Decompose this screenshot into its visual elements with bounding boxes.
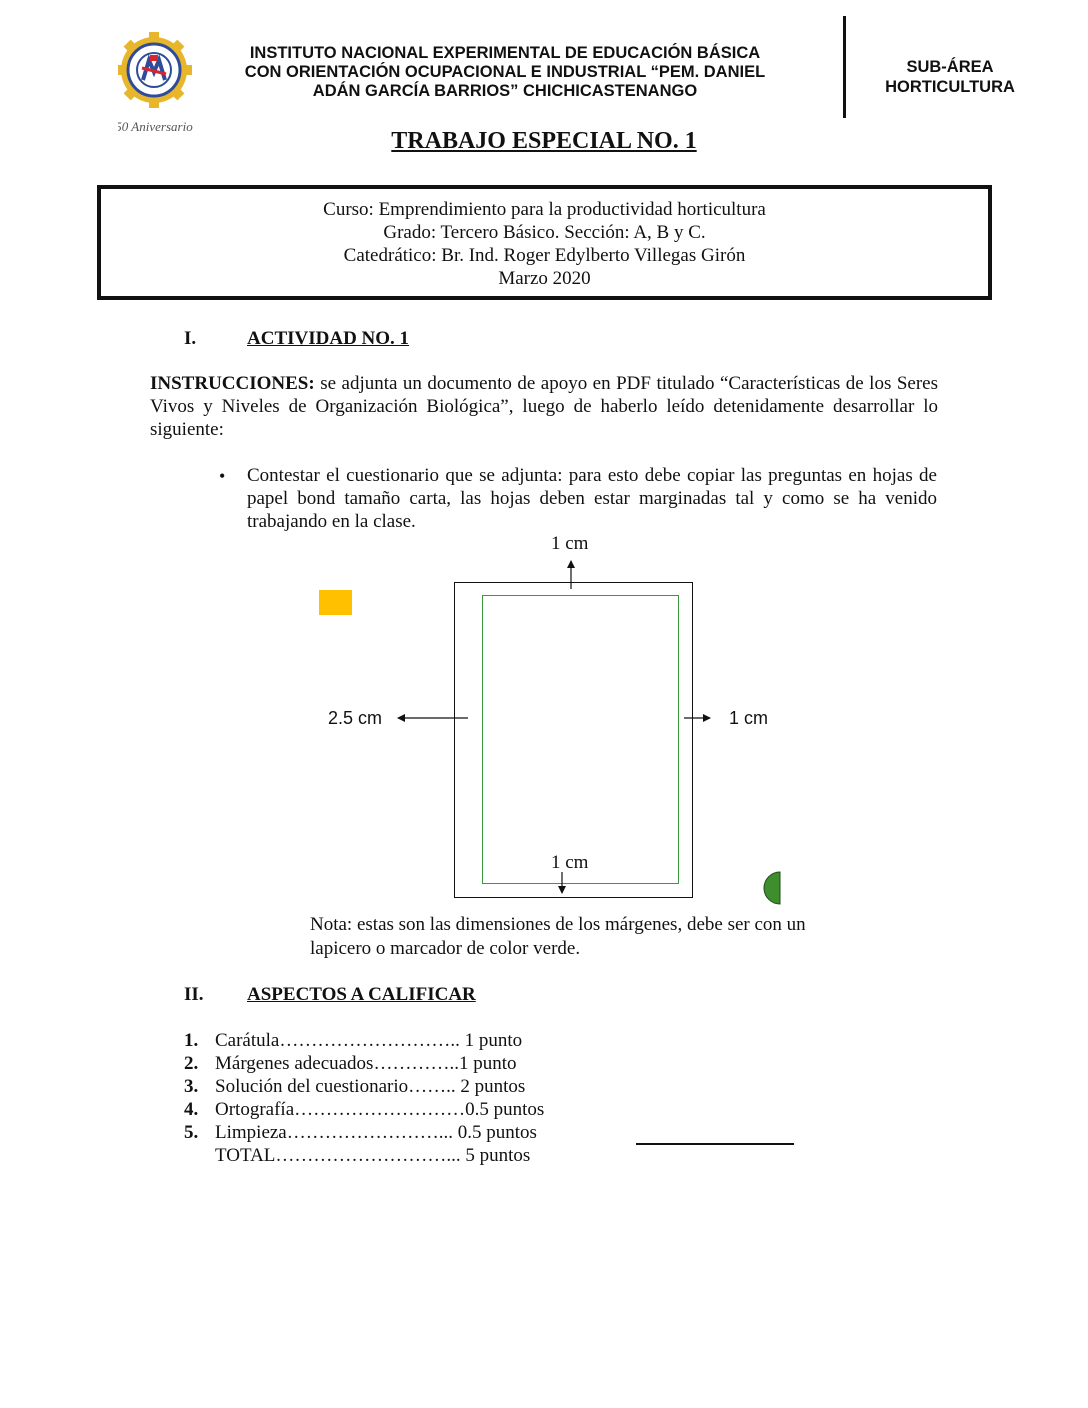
top-margin-label: 1 cm	[551, 533, 589, 554]
item-number: 5.	[184, 1122, 199, 1143]
instructions-text: se adjunta un documento de apoyo en PDF titulado “Características de los Seres Vivos y Niveles de Organización Biológica”, luego de haberlo leído detenidamente desarrollar lo siguiente:	[150, 373, 938, 440]
bullet-icon: •	[219, 466, 226, 486]
total-text: TOTAL………………………... 5 puntos	[215, 1145, 531, 1166]
document-title: TRABAJO ESPECIAL NO. 1	[391, 128, 697, 154]
bottom-margin-label: 1 cm	[551, 852, 589, 873]
total-underline	[636, 1143, 794, 1145]
item-number: 3.	[184, 1076, 199, 1097]
institution-line-3: ADÁN GARCÍA BARRIOS” CHICHICASTENANGO	[312, 82, 698, 100]
course-line: Curso: Emprendimiento para la productividad horticultura	[323, 199, 766, 220]
item-text: Ortografía………………………0.5 puntos	[215, 1099, 545, 1120]
item-text: Márgenes adecuados…………..1 punto	[215, 1053, 517, 1074]
item-number: 2.	[184, 1053, 199, 1074]
decorative-semicircle	[764, 872, 780, 904]
item-number: 1.	[184, 1030, 199, 1051]
section-1-number: I.	[184, 328, 197, 349]
subarea-line-2: HORTICULTURA	[885, 78, 1015, 96]
date-line: Marzo 2020	[498, 268, 591, 289]
subarea-line-1: SUB-ÁREA	[906, 58, 994, 76]
item-text: Carátula……………………….. 1 punto	[215, 1030, 523, 1051]
grade-line: Grado: Tercero Básico. Sección: A, B y C.	[383, 222, 706, 243]
right-margin-label: 1 cm	[729, 708, 769, 728]
institution-line-2: CON ORIENTACIÓN OCUPACIONAL E INDUSTRIAL “PEM. DANIEL	[244, 63, 766, 81]
left-margin-label: 2.5 cm	[328, 708, 383, 728]
section-2-number: II.	[184, 984, 204, 1005]
instructions-label: INSTRUCCIONES:	[150, 373, 315, 394]
institution-line-1: INSTITUTO NACIONAL EXPERIMENTAL DE EDUCACIÓN BÁSICA	[249, 44, 761, 62]
section-1-title: ACTIVIDAD NO. 1	[247, 328, 410, 349]
item-text: Limpieza……………………... 0.5 puntos	[215, 1122, 537, 1143]
item-text: Solución del cuestionario…….. 2 puntos	[215, 1076, 526, 1097]
bullet-item: Contestar el cuestionario que se adjunta: para esto debe copiar las preguntas en hojas de papel bond tamaño carta, las hojas deben estar marginadas tal y como se ha venido trabajando en la clase.	[247, 465, 937, 532]
note-paragraph: Nota: estas son las dimensiones de los márgenes, debe ser con un lapicero o marcador de color verde.	[310, 914, 806, 959]
logo-caption: 50 Aniversario	[118, 119, 193, 134]
item-number: 4.	[184, 1099, 199, 1120]
section-2-title: ASPECTOS A CALIFICAR	[247, 984, 476, 1005]
teacher-line: Catedrático: Br. Ind. Roger Edylberto Villegas Girón	[343, 245, 746, 266]
